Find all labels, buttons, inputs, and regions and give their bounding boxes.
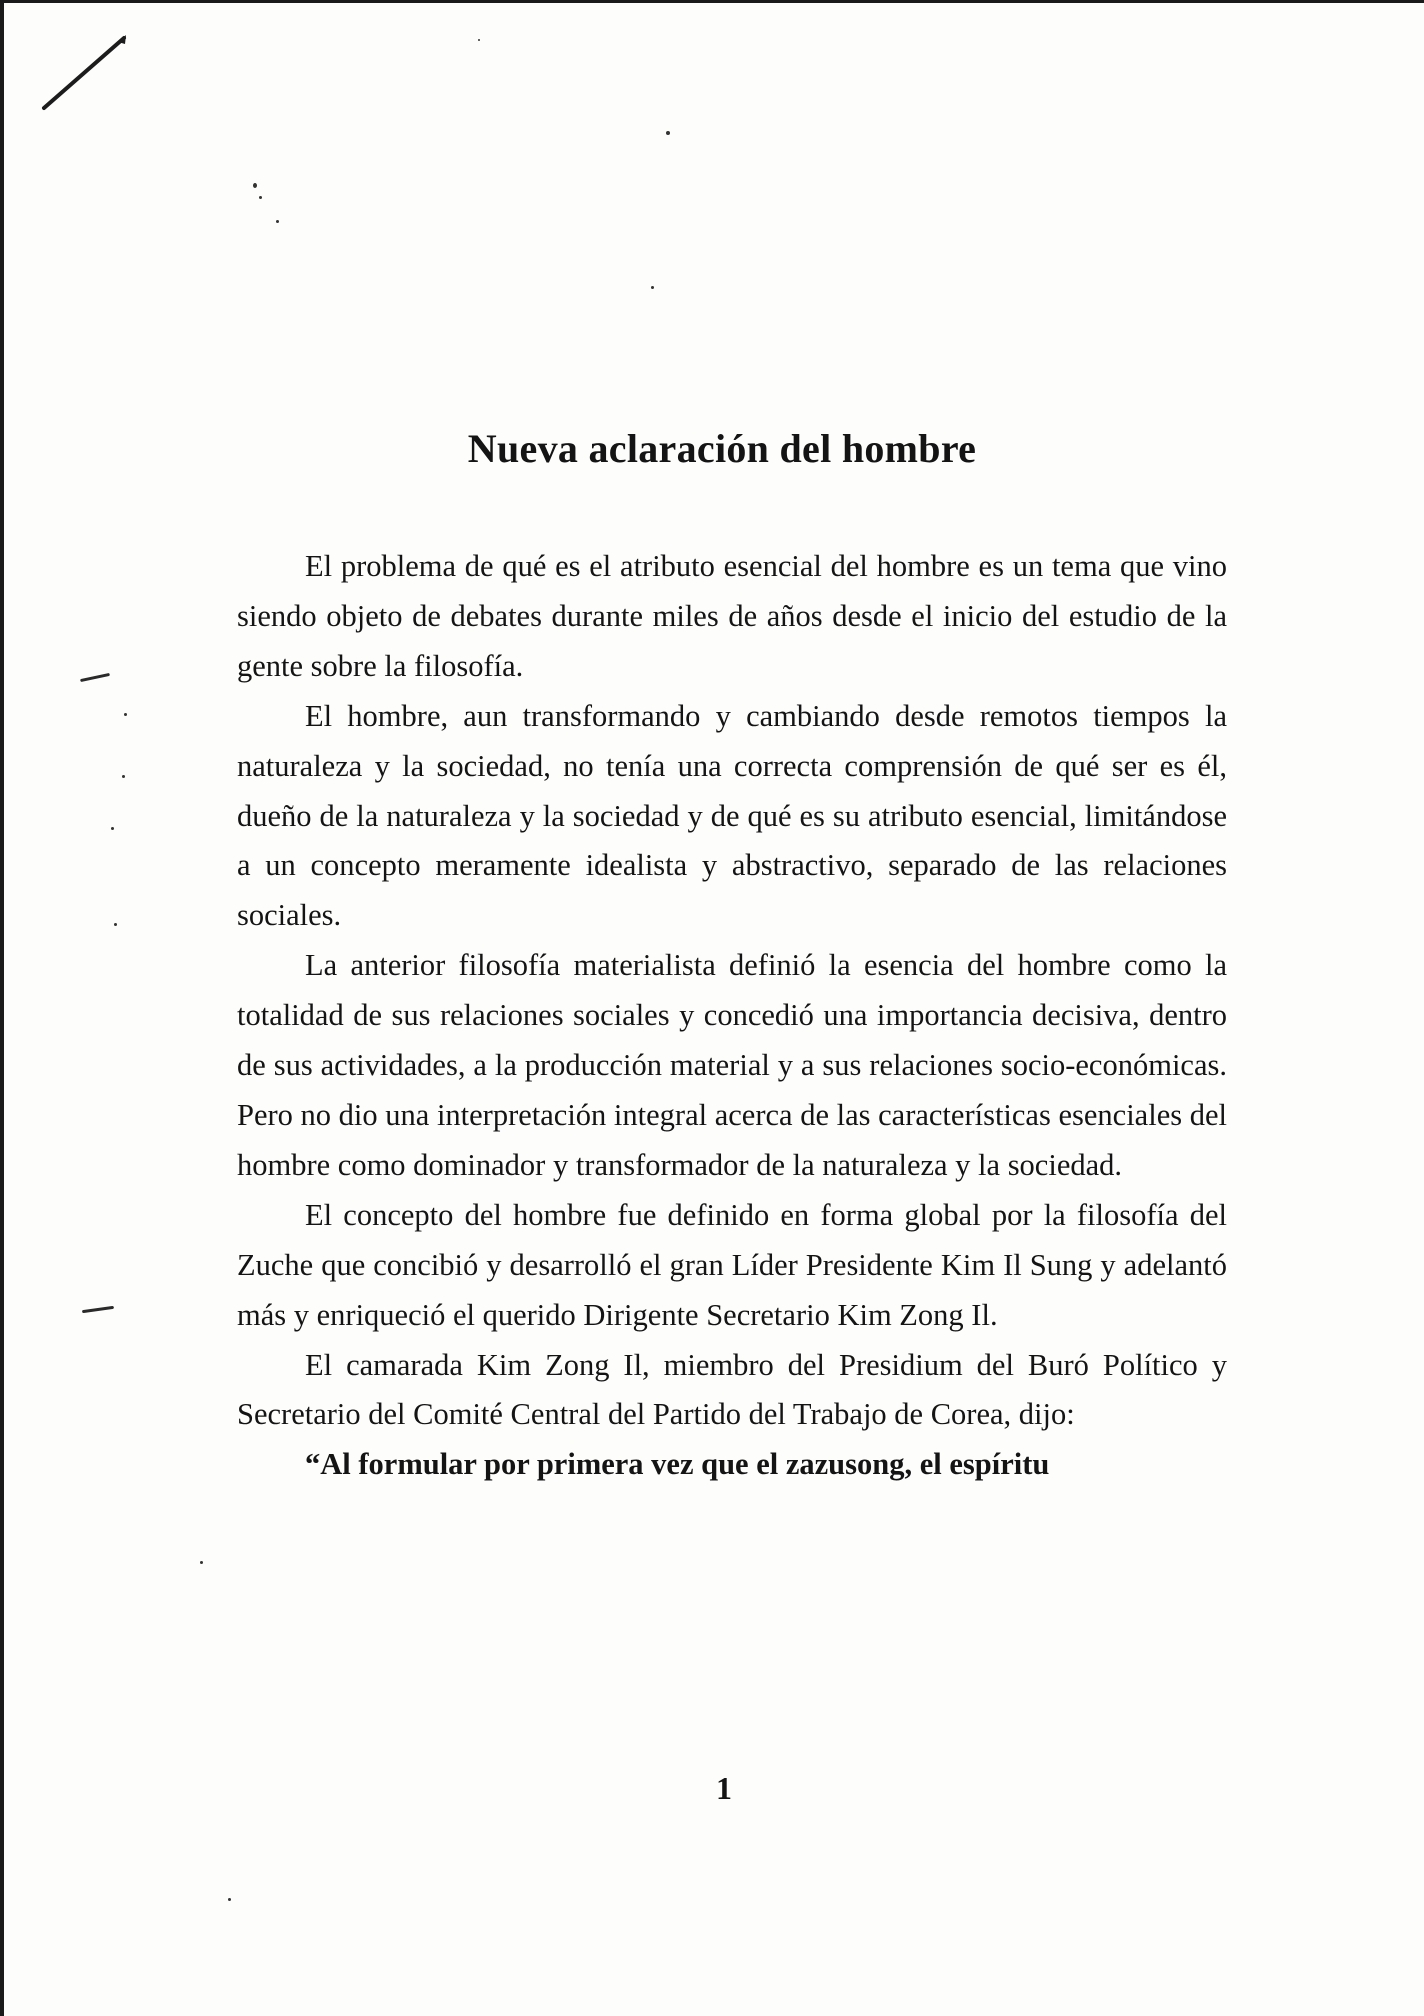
scan-speck: [200, 1561, 203, 1564]
scan-dash-mark: [80, 673, 110, 682]
scan-speck: [122, 775, 125, 778]
scan-speck: [124, 713, 127, 716]
scan-speck: [666, 131, 670, 135]
scan-border-top: [0, 0, 1424, 3]
scan-speck: [259, 196, 262, 199]
scan-speck: [228, 1898, 231, 1901]
quote-opening-line: “Al formular por primera vez que el zazusong, el espíritu: [305, 1447, 1050, 1482]
scan-speck: [478, 39, 480, 41]
scan-speck: [276, 220, 279, 223]
scan-speck: [111, 827, 114, 830]
page-number: 1: [716, 1770, 732, 1806]
paragraph-4: El concepto del hombre fue definido en forma global por la filosofía del Zuche que concibió y desarrolló el gran Líder Presidente Kim Il Sung y adelantó más y enriqueció el querido Dirigente Secretario Kim Zong Il.: [237, 1197, 1227, 1332]
scan-speck: [114, 923, 117, 926]
pen-stroke-mark: [40, 32, 130, 112]
scan-speck: [651, 286, 654, 289]
scan-border-left: [0, 0, 4, 2016]
paragraph-3: La anterior filosofía materialista definió la esencia del hombre como la totalidad de sus relaciones sociales y concedió una importancia decisiva, dentro de sus actividades, a la producción material y a sus relaciones socio-económicas. Pero no dio una interpretación integral acerca de las características esenciales del hombre como dominador y transformador de la naturaleza y la sociedad.: [237, 948, 1227, 1182]
scan-dash-mark: [82, 1306, 114, 1313]
scan-speck: [253, 183, 257, 188]
document-body: [237, 542, 1227, 1490]
document-title: Nueva aclaración del hombre: [467, 425, 977, 471]
paragraph-2: El hombre, aun transformando y cambiando desde remotos tiempos la naturaleza y la sociedad, no tenía una correcta comprensión de qué ser es él, dueño de la naturaleza y la sociedad y de qué es su atributo esencial, limitándose a un concepto meramente idealista y abstractivo, separado de las relaciones sociales.: [237, 698, 1227, 933]
paragraph-5: El camarada Kim Zong Il, miembro del Presidium del Buró Político y Secretario del Comité Central del Partido del Trabajo de Corea, dijo:: [237, 1347, 1227, 1432]
paragraph-1: El problema de qué es el atributo esencial del hombre es un tema que vino siendo objeto de debates durante miles de años desde el inicio del estudio de la gente sobre la filosofía.: [237, 549, 1227, 683]
